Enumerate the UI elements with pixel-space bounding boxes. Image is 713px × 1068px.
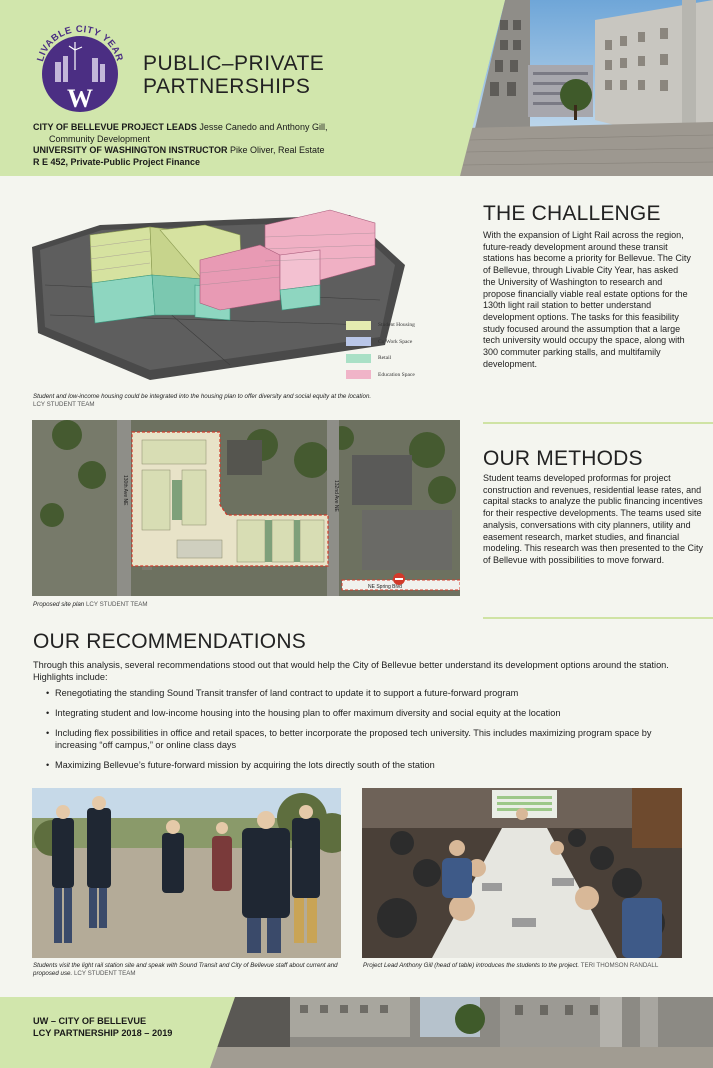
logo-w-letter: W xyxy=(67,84,93,113)
methods-heading: OUR METHODS xyxy=(483,447,643,470)
footer-text xyxy=(33,1015,172,1039)
course-name: R E 452, Private-Public Project Finance xyxy=(33,156,201,167)
recommendations-intro: Through this analysis, several recommendations stood out that would help the City of Bellevue better understand its development options around the station. Highlights include: xyxy=(33,660,669,682)
legend-label: Student Housing xyxy=(378,322,415,329)
meeting-photo xyxy=(362,788,682,958)
lead-label-uw: UNIVERSITY OF WASHINGTON INSTRUCTOR xyxy=(33,145,228,155)
title-line-2: PARTNERSHIPS xyxy=(143,75,311,98)
legend-item xyxy=(346,367,415,384)
legend-label: Education Space xyxy=(378,371,415,378)
footer-line-1: UW – CITY OF BELLEVUE xyxy=(33,1016,147,1026)
list-item: • Including flex possibilities in office and retail spaces, to better incorporate the proposed tech university. This includes maximizing program space by increasing “off campus,” or online class days xyxy=(46,728,686,751)
list-item: • Renegotiating the standing Sound Transit transfer of land contract to update it to support a future-forward program xyxy=(46,688,686,700)
street-label-spring: NE Spring Blvd xyxy=(368,584,402,590)
street-label-130th: 130th Ave NE xyxy=(122,475,128,506)
meeting-caption xyxy=(363,962,683,970)
list-item: • Integrating student and low-income housing into the housing plan to offer maximum diversity and social equity at the location xyxy=(46,708,686,720)
title-line-1: PUBLIC–PRIVATE xyxy=(143,52,325,75)
site-plan-image xyxy=(32,420,460,596)
legend-item xyxy=(346,350,415,367)
model-legend xyxy=(346,317,415,383)
site-visit-caption-credit: LCY STUDENT TEAM xyxy=(72,970,136,977)
lead-value-city: Jesse Canedo and Anthony Gill, xyxy=(196,122,328,132)
project-leads xyxy=(33,122,327,168)
challenge-text: With the expansion of Light Rail across the region, future-ready development around these transit stations has become a priority for Bellevue. The City of Bellevue, through Livable City Year, has asked the University of Washington to research and propose financially viable real estate options for the 130th light rail station to better understand development options. The tasks for this feasibility study focused around the assumption that a large tech university would occupy the space, along with 300 commuter parking stalls, and multifamily development. xyxy=(483,230,691,369)
page-title xyxy=(143,52,324,98)
site-visit-caption xyxy=(33,962,343,978)
legend-swatch-education xyxy=(346,370,371,379)
lead-value-uw: Pike Oliver, Real Estate xyxy=(227,145,325,155)
list-item: • Maximizing Bellevue’s future-forward mission by acquiring the lots directly south of the station xyxy=(46,760,686,772)
legend-swatch-retail xyxy=(346,354,371,363)
recommendations-list xyxy=(46,688,686,780)
header-banner xyxy=(0,0,713,176)
footer-line-2: LCY PARTNERSHIP 2018 – 2019 xyxy=(33,1028,173,1038)
legend-swatch-student-housing xyxy=(346,321,371,330)
methods-text: Student teams developed proformas for project construction and revenues, residential lease rates, and capital stacks to analyze the public financing incentives for their respective developments. The teams used site analysis, conversations with city planners, utility and easement research, market studies, and financial modeling. This research was then presented to the City of Bellevue with possibilities to move forward. xyxy=(483,473,703,565)
lead-label-city: CITY OF BELLEVUE PROJECT LEADS xyxy=(33,122,197,132)
methods-divider xyxy=(483,617,713,619)
logo-ring-text: LIVABLE CITY YEAR xyxy=(35,23,125,63)
legend-swatch-co-work xyxy=(346,337,371,346)
meeting-caption-text: Project Lead Anthony Gill (head of table) introduces the students to the project. xyxy=(363,962,580,969)
model-caption-credit: LCY STUDENT TEAM xyxy=(33,401,95,408)
challenge-heading: THE CHALLENGE xyxy=(483,202,661,225)
challenge-divider xyxy=(483,422,713,424)
legend-item xyxy=(346,334,415,351)
siteplan-caption-text: Proposed site plan xyxy=(33,601,85,608)
siteplan-caption-credit: LCY STUDENT TEAM xyxy=(84,601,148,608)
site-visit-caption-text: Students visit the light rail station site and speak with Sound Transit and City of Bellevue staff about current and proposed use. xyxy=(33,962,338,977)
meeting-photo-drawing xyxy=(362,788,682,958)
legend-label: Retail xyxy=(378,355,392,362)
recommendations-heading: OUR RECOMMENDATIONS xyxy=(33,630,306,653)
site-visit-photo-drawing xyxy=(32,788,341,958)
meeting-caption-credit: TERI THOMSON RANDALL xyxy=(579,962,659,969)
model-caption-text: Student and low-income housing could be integrated into the housing plan to offer diversity and social equity at the location. xyxy=(33,393,372,400)
legend-label: Co Work Space xyxy=(378,338,413,345)
legend-item xyxy=(346,317,415,334)
street-label-132nd: 132nd Ave NE xyxy=(333,480,339,512)
site-plan-drawing xyxy=(32,420,460,596)
model-caption xyxy=(33,393,433,409)
site-visit-photo xyxy=(32,788,341,958)
livable-city-year-logo xyxy=(30,20,130,120)
siteplan-caption xyxy=(33,601,433,609)
lead-value-city-dept: Community Development xyxy=(49,133,151,144)
